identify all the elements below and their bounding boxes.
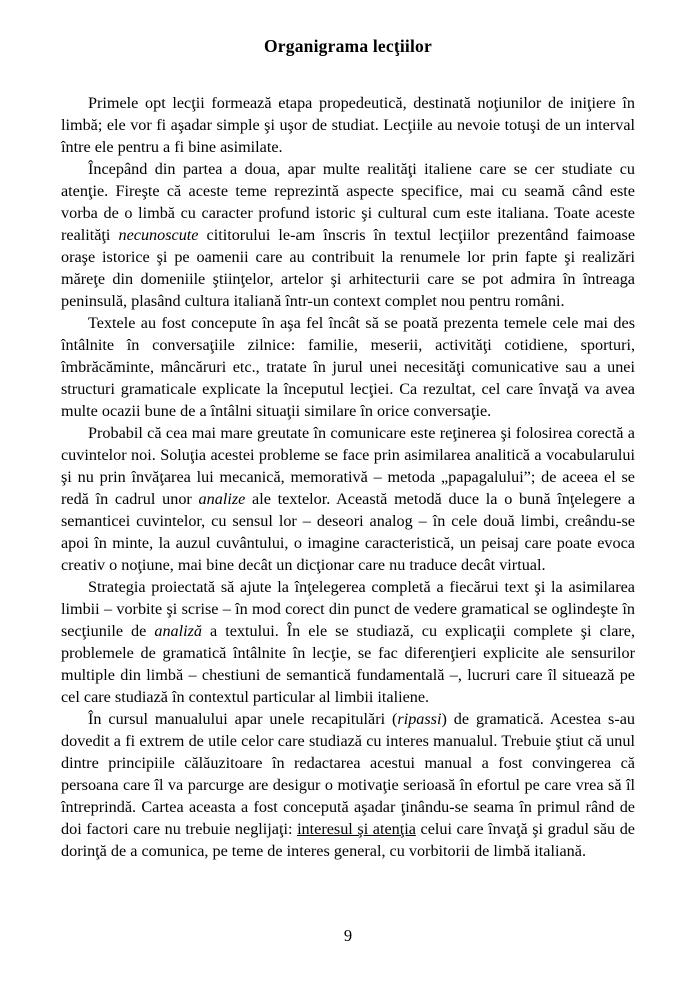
text-segment: ) de gramatică. Acestea s-au dovedit a fi extrem de utile celor care studiază cu interes manualul. Trebuie ştiut că unul dintre principiile călăuzitoare în redactarea acestui manual a fost convingerea că persoana care îl va parcurge are desigur o motivaţie serioasă în efortul pe care vrea să îl întreprindă. Cartea aceasta a fost concepută aşadar ţinându-se seama în primul rând de doi factori care nu trebuie neglijaţi: xyxy=(61,710,635,838)
text-segment: cititorului le-am înscris în textul lecţiilor prezentând faimoase oraşe istorice şi pe oamenii care au contribuit la renumele lor prin fapte şi realizări măreţe din domeniile ştiinţelor, artelor şi arhitecturii care se pot admira în întreaga peninsulă, plasând cultura italiană într-un context complet nou pentru români. xyxy=(61,226,635,310)
text-segment: ale textelor. Această metodă duce la o bună înţelegere a semanticei cuvintelor, cu sensul lor – deseori analog – în cele două limbi, creându-se apoi în minte, la auzul cuvântului, o imagine caracteristică, un peisaj care poate evoca creativ o noţiune, mai bine decât un dicţionar care nu traduce decât virtual. xyxy=(61,490,635,574)
text-segment: Primele opt lecţii formează etapa propedeutică, destinată noţiunilor de iniţiere în limbă; ele vor fi aşadar simple şi uşor de studiat. Lecţiile au nevoie totuşi de un interval între ele pentru a fi bine asimilate. xyxy=(61,94,635,156)
text-segment: Strategia proiectată să ajute la înţelegerea completă a fiecărui text şi la asimilarea limbii – vorbite şi scrise – în mod corect din punct de vedere gramatical se oglindeşte în secţiunile de xyxy=(61,578,635,640)
text-segment: celui care învaţă şi gradul său de dorinţă de a comunica, pe teme de interes general, cu vorbitorii de limbă italiană. xyxy=(61,820,635,860)
page-number: 9 xyxy=(343,926,353,945)
text-segment: a textului. În ele se studiază, cu explicaţii complete şi clare, problemele de gramatică întâlnite în lecţie, se fac diferenţieri explicite ale sensurilor multiple din limbă – chestiuni de semantică fundamentală –, lucruri care îl situează pe cel care studiază în contextul particular al limbii italiene. xyxy=(61,622,635,706)
text-segment: Probabil că cea mai mare greutate în comunicare este reţinerea şi folosirea corectă a cuvintelor noi. Soluţia acestei probleme se face prin asimilarea analitică a vocabularului şi nu prin învăţarea lui mecanică, memorativă – metoda „papagalului”; de aceea el se redă în cadrul unor xyxy=(61,424,635,508)
paragraph xyxy=(61,576,635,708)
text-segment: analiză xyxy=(154,622,203,640)
text-segment: ripassi xyxy=(397,710,442,728)
paragraph xyxy=(61,158,635,312)
text-segment: necunoscute xyxy=(118,226,199,244)
text-segment: În cursul manualului apar unele recapitulări ( xyxy=(88,710,398,728)
text-segment: Începând din partea a doua, apar multe realităţi italiene care se cer studiate cu atenţie. Fireşte că aceste teme reprezintă aspecte specifice, mai cu seamă când este vorba de o limbă cu caracter profund istoric şi cultural cum este italiana. Toate aceste realităţi xyxy=(61,160,635,244)
page-title: Organigrama lecţiilor xyxy=(264,36,432,56)
paragraph xyxy=(61,422,635,576)
paragraph xyxy=(61,92,635,158)
text-segment: interesul şi atenţia xyxy=(297,820,416,838)
paragraph xyxy=(61,708,635,862)
text-segment: analize xyxy=(198,490,246,508)
body-text xyxy=(61,92,635,862)
text-segment: Textele au fost concepute în aşa fel încât să se poată prezenta temele cele mai des întâlnite în conversaţiile zilnice: familie, meserii, activităţi cotidiene, sporturi, îmbrăcăminte, mâncăruri etc., tratate în jurul unei necesităţi comunicative sau a unei structuri gramaticale explicate la începutul lecţiei. Ca rezultat, cel care învaţă va avea multe ocazii bune de a întâlni situaţii similare în orice conversaţie. xyxy=(61,314,635,420)
paragraph xyxy=(61,312,635,422)
